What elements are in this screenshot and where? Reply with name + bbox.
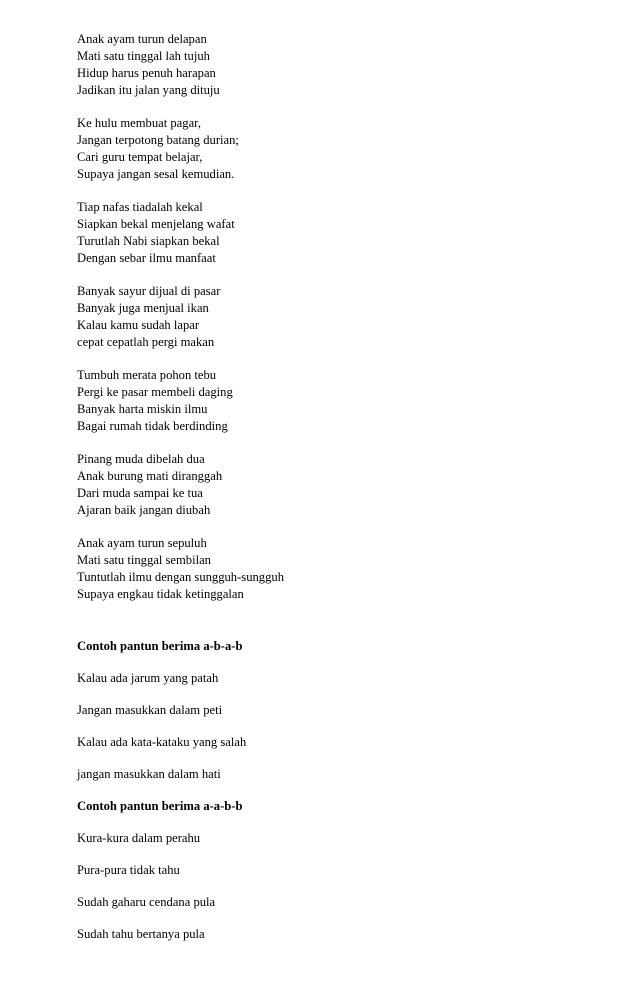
section-heading: Contoh pantun berima a-a-b-b (77, 799, 243, 813)
pantun-paragraph-line: Sudah gaharu cendana pula (77, 895, 216, 909)
pantun-line: Cari guru tempat belajar, (77, 150, 203, 164)
pantun-line: Ajaran baik jangan diubah (77, 503, 211, 517)
pantun-line: Pinang muda dibelah dua (77, 452, 205, 466)
pantun-line: Supaya engkau tidak ketinggalan (77, 587, 244, 601)
pantun-line: Banyak sayur dijual di pasar (77, 284, 221, 298)
pantun-line: Turutlah Nabi siapkan bekal (77, 234, 220, 248)
pantun-stanza-6 (77, 451, 638, 519)
section-spacer (77, 619, 638, 638)
pantun-line: Banyak juga menjual ikan (77, 301, 209, 315)
pantun-line: Tiap nafas tiadalah kekal (77, 200, 203, 214)
pantun-line: cepat cepatlah pergi makan (77, 335, 215, 349)
pantun-line: Anak ayam turun delapan (77, 32, 207, 46)
pantun-line: Hidup harus penuh harapan (77, 66, 216, 80)
section-abab (77, 638, 638, 783)
pantun-paragraph-line: Kura-kura dalam perahu (77, 831, 201, 845)
pantun-line: Anak burung mati diranggah (77, 469, 223, 483)
pantun-stanza-2 (77, 115, 638, 183)
pantun-line: Jadikan itu jalan yang dituju (77, 83, 220, 97)
pantun-stanza-4 (77, 283, 638, 351)
pantun-line: Dari muda sampai ke tua (77, 486, 203, 500)
pantun-line: Mati satu tinggal lah tujuh (77, 49, 210, 63)
pantun-stanza-1 (77, 31, 638, 99)
pantun-line: Mati satu tinggal sembilan (77, 553, 211, 567)
pantun-line: Dengan sebar ilmu manfaat (77, 251, 216, 265)
pantun-line: Bagai rumah tidak berdinding (77, 419, 228, 433)
pantun-line: Pergi ke pasar membeli daging (77, 385, 233, 399)
pantun-paragraph-line: jangan masukkan dalam hati (77, 767, 221, 781)
pantun-paragraph-line: Pura-pura tidak tahu (77, 863, 180, 877)
pantun-line: Siapkan bekal menjelang wafat (77, 217, 235, 231)
pantun-paragraph-line: Sudah tahu bertanya pula (77, 927, 205, 941)
pantun-paragraph-line: Jangan masukkan dalam peti (77, 703, 223, 717)
pantun-line: Kalau kamu sudah lapar (77, 318, 200, 332)
pantun-line: Banyak harta miskin ilmu (77, 402, 208, 416)
pantun-paragraph-line: Kalau ada kata-kataku yang salah (77, 735, 247, 749)
pantun-line: Supaya jangan sesal kemudian. (77, 167, 235, 181)
pantun-stanza-7 (77, 535, 638, 603)
section-heading: Contoh pantun berima a-b-a-b (77, 639, 243, 653)
pantun-line: Jangan terpotong batang durian; (77, 133, 239, 147)
section-aabb (77, 798, 638, 943)
pantun-stanza-3 (77, 199, 638, 267)
pantun-line: Tuntutlah ilmu dengan sungguh-sungguh (77, 570, 284, 584)
pantun-line: Tumbuh merata pohon tebu (77, 368, 217, 382)
pantun-stanza-5 (77, 367, 638, 435)
pantun-paragraph-line: Kalau ada jarum yang patah (77, 671, 219, 685)
pantun-line: Anak ayam turun sepuluh (77, 536, 207, 550)
pantun-line: Ke hulu membuat pagar, (77, 116, 201, 130)
